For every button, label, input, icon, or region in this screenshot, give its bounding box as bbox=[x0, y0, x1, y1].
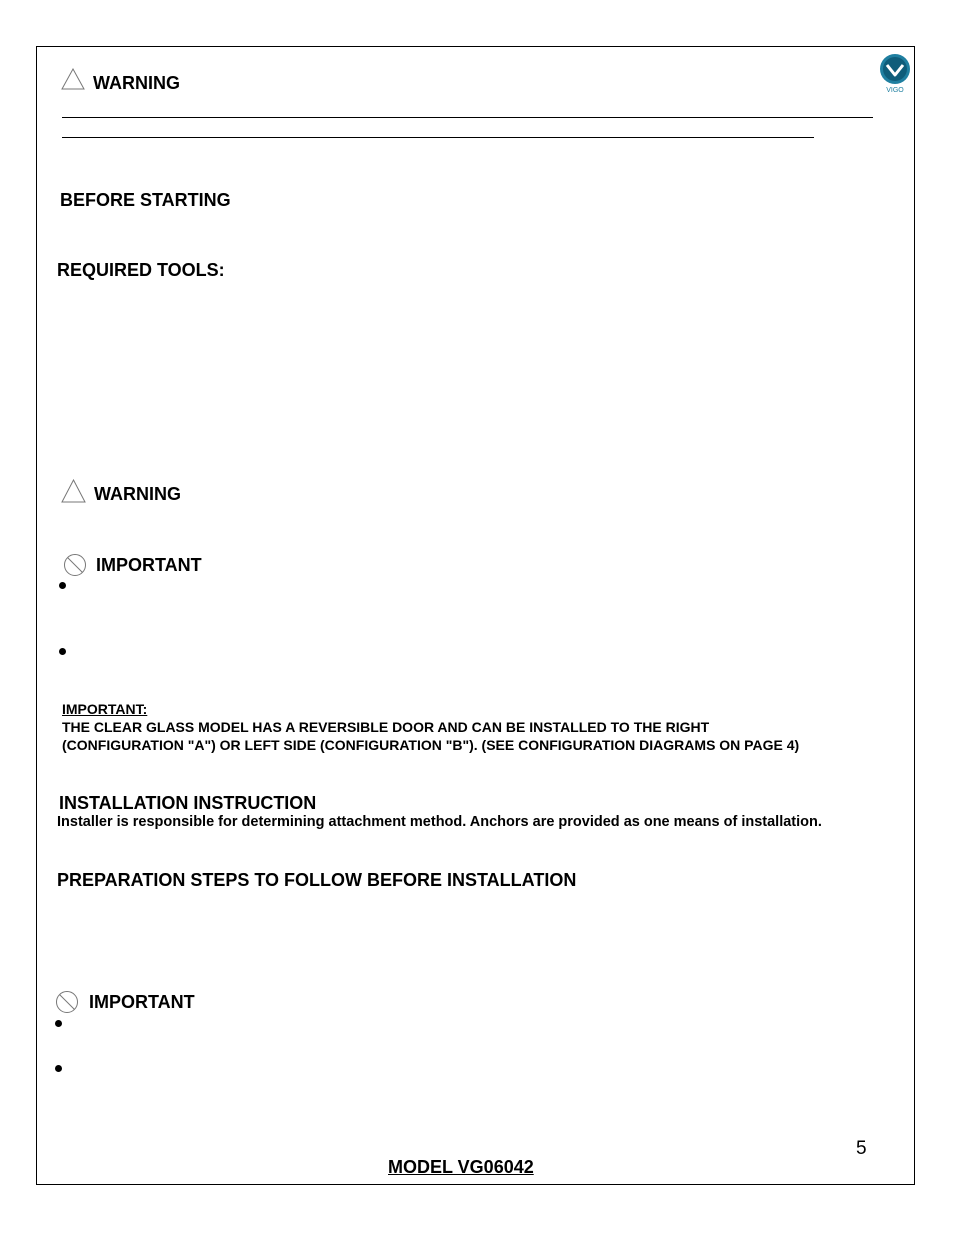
logo-text: VIGO bbox=[886, 87, 904, 94]
divider-line bbox=[62, 137, 814, 138]
before-starting-heading: BEFORE STARTING bbox=[60, 190, 231, 210]
important-note-label: IMPORTANT: bbox=[62, 701, 148, 717]
warning-icon bbox=[61, 68, 85, 90]
page-number: 5 bbox=[856, 1138, 867, 1159]
installation-instruction-text: Installer is responsible for determining attachment method. Anchors are provided as one means of installation. bbox=[57, 814, 822, 830]
important-note-line: (CONFIGURATION "A") OR LEFT SIDE (CONFIGURATION "B"). (SEE CONFIGURATION DIAGRAMS ON PAGE 4) bbox=[62, 737, 800, 753]
bullet-point bbox=[55, 1065, 62, 1072]
warning-top-heading: WARNING bbox=[93, 73, 180, 93]
warning-icon bbox=[61, 479, 86, 503]
important-heading: IMPORTANT bbox=[89, 992, 195, 1012]
important-heading: IMPORTANT bbox=[96, 555, 202, 575]
vigo-logo bbox=[876, 52, 916, 94]
required-tools-heading: REQUIRED TOOLS: bbox=[57, 260, 225, 280]
model-number: MODEL VG06042 bbox=[388, 1157, 534, 1177]
prohibited-icon bbox=[55, 990, 79, 1014]
warning-mid-heading: WARNING bbox=[94, 484, 181, 504]
installation-instruction-heading: INSTALLATION INSTRUCTION bbox=[59, 793, 317, 813]
bullet-point bbox=[55, 1020, 62, 1027]
bullet-point bbox=[59, 648, 66, 655]
prohibited-icon bbox=[63, 553, 87, 577]
divider-line bbox=[62, 117, 873, 118]
preparation-steps-heading: PREPARATION STEPS TO FOLLOW BEFORE INSTALLATION bbox=[57, 870, 577, 890]
page-frame bbox=[36, 46, 915, 1185]
bullet-point bbox=[59, 582, 66, 589]
important-note-line: THE CLEAR GLASS MODEL HAS A REVERSIBLE DOOR AND CAN BE INSTALLED TO THE RIGHT bbox=[62, 719, 710, 735]
